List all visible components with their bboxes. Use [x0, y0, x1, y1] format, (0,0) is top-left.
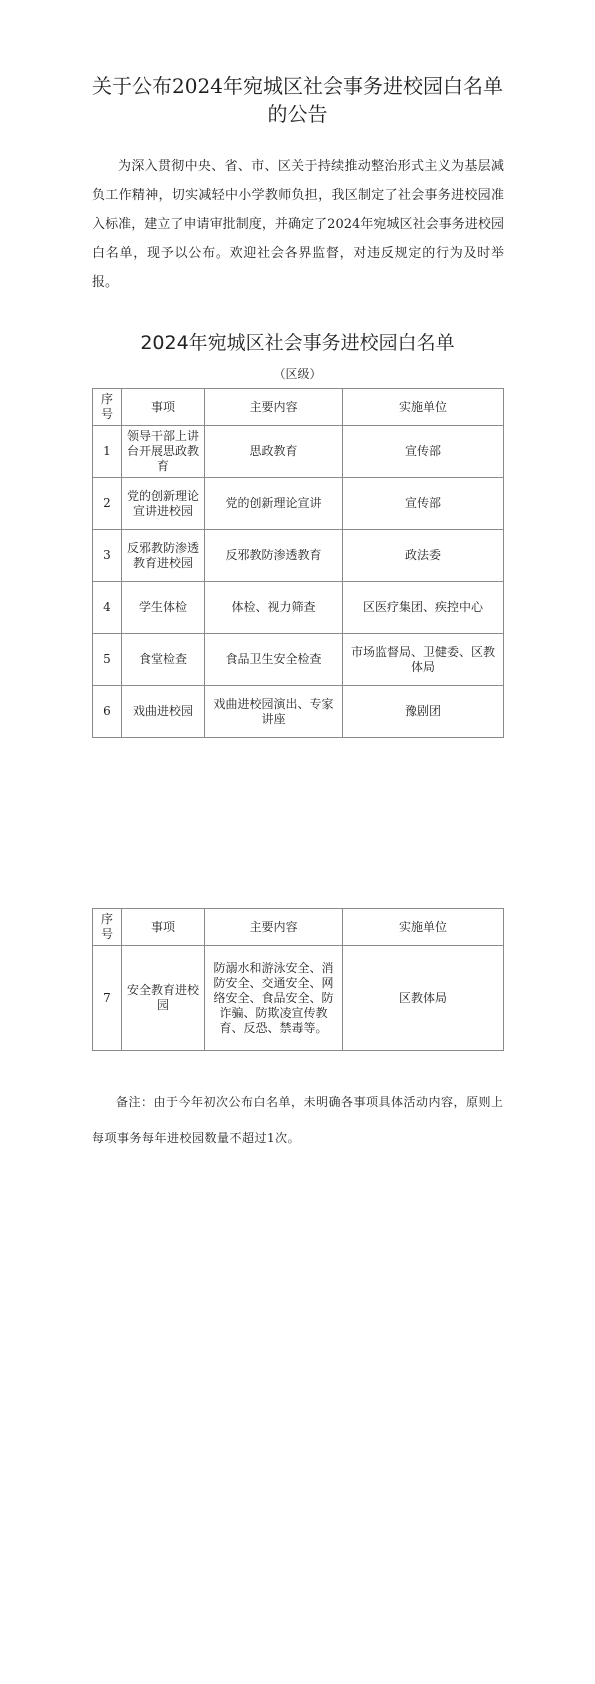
- cell-unit: 宣传部: [343, 426, 504, 478]
- cell-no: 7: [93, 946, 122, 1051]
- column-header-unit: 实施单位: [343, 389, 504, 426]
- cell-content: 食品卫生安全检查: [205, 634, 343, 686]
- table-row: [93, 946, 504, 1051]
- whitelist-level: （区级）: [273, 367, 322, 381]
- column-header-content: 主要内容: [205, 909, 343, 946]
- cell-no: 1: [93, 426, 122, 478]
- cell-content: 戏曲进校园演出、专家讲座: [205, 686, 343, 738]
- cell-content: 党的创新理论宣讲: [205, 478, 343, 530]
- table-header-row: [93, 389, 504, 426]
- table-header-row: [93, 909, 504, 946]
- cell-no: 6: [93, 686, 122, 738]
- cell-item: 学生体检: [122, 582, 205, 634]
- cell-content: 体检、视力筛查: [205, 582, 343, 634]
- cell-no: 3: [93, 530, 122, 582]
- cell-content: 防溺水和游泳安全、消防安全、交通安全、网络安全、食品安全、防诈骗、防欺凌宣传教育、反恐、禁毒等。: [205, 946, 343, 1051]
- cell-unit: 政法委: [343, 530, 504, 582]
- notice-title: 关于公布2024年宛城区社会事务进校园白名单的公告: [92, 74, 503, 126]
- cell-unit: 豫剧团: [343, 686, 504, 738]
- cell-unit: 市场监督局、卫健委、区教体局: [343, 634, 504, 686]
- cell-content: 反邪教防渗透教育: [205, 530, 343, 582]
- column-header-item: 事项: [122, 909, 205, 946]
- cell-no: 4: [93, 582, 122, 634]
- table-row: [93, 478, 504, 530]
- table-row: [93, 530, 504, 582]
- remark-note: 备注：由于今年初次公布白名单，未明确各事项具体活动内容，原则上每项事务每年进校园数量不超过1次。: [92, 1095, 504, 1145]
- cell-unit: 区教体局: [343, 946, 504, 1051]
- column-header-no: 序号: [93, 909, 122, 946]
- table-row: [93, 686, 504, 738]
- column-header-unit: 实施单位: [343, 909, 504, 946]
- cell-item: 戏曲进校园: [122, 686, 205, 738]
- cell-item: 党的创新理论宣讲进校园: [122, 478, 205, 530]
- whitelist-title: 2024年宛城区社会事务进校园白名单: [140, 332, 455, 354]
- cell-no: 2: [93, 478, 122, 530]
- column-header-item: 事项: [122, 389, 205, 426]
- cell-item: 食堂检查: [122, 634, 205, 686]
- column-header-content: 主要内容: [205, 389, 343, 426]
- whitelist-table-continued: [92, 908, 504, 1051]
- table-row: [93, 634, 504, 686]
- notice-intro: 为深入贯彻中央、省、市、区关于持续推动整治形式主义为基层减负工作精神，切实减轻中小学教师负担，我区制定了社会事务进校园准入标准，建立了申请审批制度，并确定了2024年宛城区社会事务进校园白名单，现予以公布。欢迎社会各界监督，对违反规定的行为及时举报。: [92, 159, 504, 290]
- cell-item: 安全教育进校园: [122, 946, 205, 1051]
- table-row: [93, 426, 504, 478]
- cell-unit: 宣传部: [343, 478, 504, 530]
- table-row: [93, 582, 504, 634]
- cell-unit: 区医疗集团、疾控中心: [343, 582, 504, 634]
- cell-no: 5: [93, 634, 122, 686]
- column-header-no: 序号: [93, 389, 122, 426]
- cell-item: 反邪教防渗透教育进校园: [122, 530, 205, 582]
- cell-item: 领导干部上讲台开展思政教育: [122, 426, 205, 478]
- cell-content: 思政教育: [205, 426, 343, 478]
- whitelist-table: [92, 388, 504, 738]
